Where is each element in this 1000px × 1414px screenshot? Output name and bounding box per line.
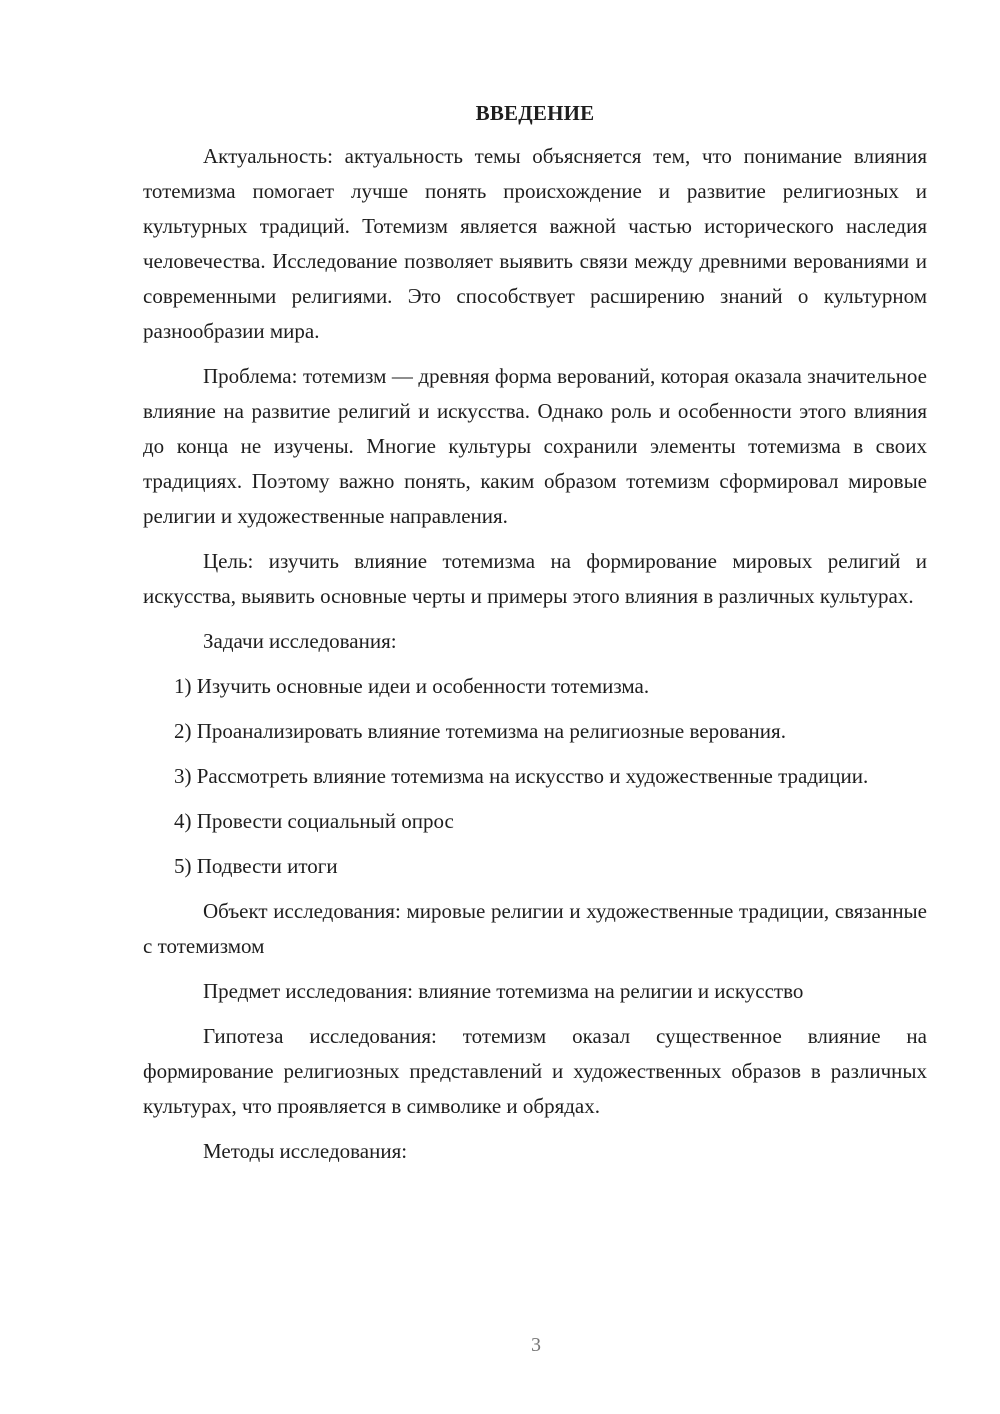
object-paragraph: Объект исследования: мировые религии и художественные традиции, связанные с тотемизмом [143,899,927,958]
subject-paragraph: Предмет исследования: влияние тотемизма на религии и искусство [203,979,804,1003]
page-content [143,96,927,1179]
methods-heading: Методы исследования: [203,1139,408,1163]
relevance-paragraph: Актуальность: актуальность темы объясняется тем, что понимание влияния тотемизма помогает лучше понять происхождение и развитие религиозных и культурных традиций. Тотемизм является важной частью исторического наследия человечества. Исследование позволяет выявить связи между древними верованиями и современными религиями. Это способствует расширению знаний о культурном разнообразии мира. [143,144,927,343]
task-item: 3) Рассмотреть влияние тотемизма на искусство и художественные традиции. [174,764,869,788]
task-item: 4) Провести социальный опрос [174,809,454,833]
goal-paragraph: Цель: изучить влияние тотемизма на формирование мировых религий и искусства, выявить основные черты и примеры этого влияния в различных культурах. [143,549,927,608]
problem-paragraph: Проблема: тотемизм — древняя форма верований, которая оказала значительное влияние на развитие религий и искусства. Однако роль и особенности этого влияния до конца не изучены. Многие культуры сохранили элементы тотемизма в своих традициях. Поэтому важно понять, каким образом тотемизм сформировал мировые религии и художественные направления. [143,364,927,528]
hypothesis-paragraph: Гипотеза исследования: тотемизм оказал существенное влияние на формирование религиозных представлений и художественных образов в различных культурах, что проявляется в символике и обрядах. [143,1024,927,1118]
section-title: ВВЕДЕНИЕ [475,101,595,125]
tasks-heading: Задачи исследования: [203,629,397,653]
page-number: 3 [531,1334,541,1356]
task-item: 2) Проанализировать влияние тотемизма на религиозные верования. [174,719,786,743]
task-item: 1) Изучить основные идеи и особенности тотемизма. [174,674,650,698]
task-item: 5) Подвести итоги [174,854,338,878]
